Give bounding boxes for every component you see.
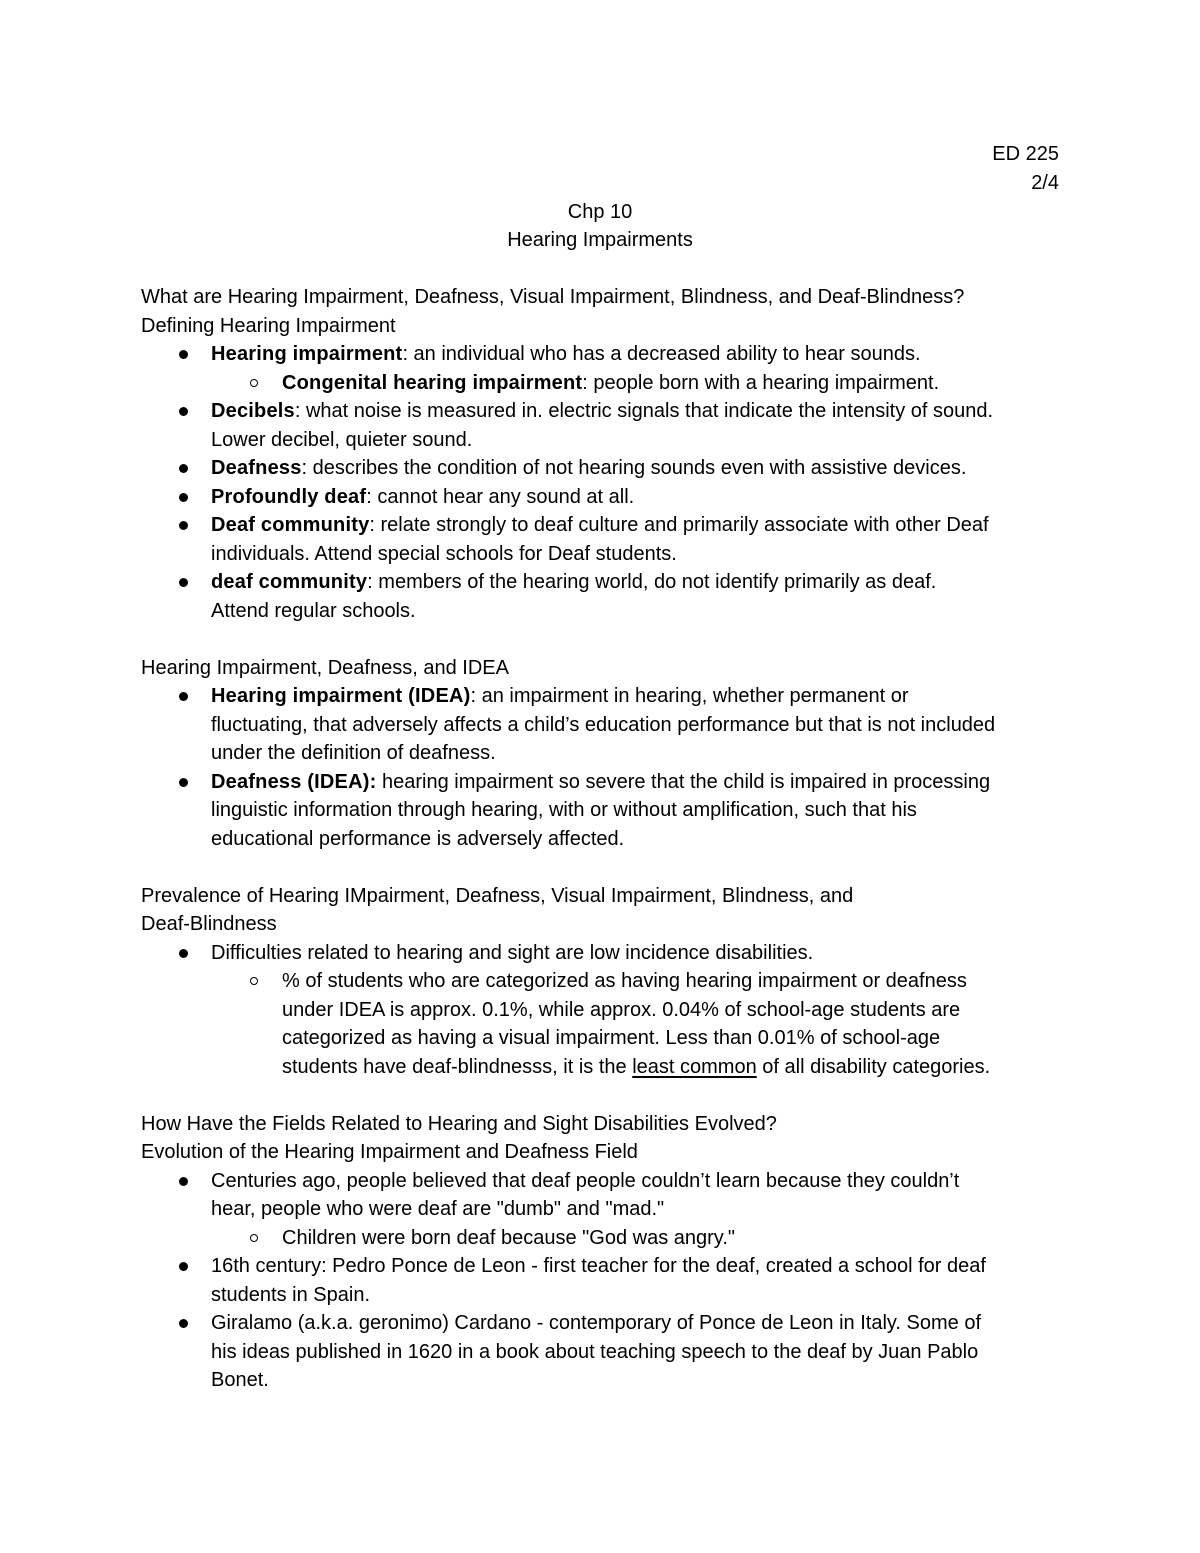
list-item-continuation: Attend regular schools. [211,600,416,622]
list-item [211,483,634,512]
section-subheading: Defining Hearing Impairment [141,315,396,337]
list-item-continuation: Bonet. [211,1369,269,1391]
term: Deafness (IDEA): [211,771,377,793]
list-item-continuation: linguistic information through hearing, with or without amplification, such that his [211,799,917,821]
bullet-icon [179,493,188,502]
list-item [211,340,921,369]
bullet-icon [179,464,188,473]
definition: : cannot hear any sound at all. [366,486,635,508]
course-code: ED 225 [992,143,1059,165]
section-subheading: Evolution of the Hearing Impairment and Deafness Field [141,1141,638,1163]
term: Hearing impairment [211,343,403,365]
definition: : relate strongly to deaf culture and primarily associate with other Deaf [369,514,989,536]
list-item [211,568,936,597]
section-heading: How Have the Fields Related to Hearing and Sight Disabilities Evolved? [141,1113,777,1135]
list-item [211,511,989,540]
bullet-icon [179,350,188,359]
bullet-icon [179,521,188,530]
term: Decibels [211,400,295,422]
list-item-continuation: educational performance is adversely affected. [211,828,625,850]
list-item [211,682,909,711]
section-heading-continuation: Deaf-Blindness [141,913,277,935]
list-item: Difficulties related to hearing and sight are low incidence disabilities. [211,942,814,964]
bullet-icon [179,692,188,701]
list-item-continuation: individuals. Attend special schools for Deaf students. [211,543,677,565]
sub-list-item-continuation: under IDEA is approx. 0.1%, while approx. 0.04% of school-age students are [282,999,961,1021]
hollow-bullet-icon [250,379,258,387]
definition: : members of the hearing world, do not identify primarily as deaf. [367,571,937,593]
list-item-continuation: under the definition of deafness. [211,742,496,764]
list-item [211,454,966,483]
term: Deaf community [211,514,370,536]
list-item [211,768,990,797]
list-item [211,397,993,426]
sub-list-item-continuation [282,1053,990,1082]
chapter-label: Chp 10 [567,201,633,223]
bullet-icon [179,407,188,416]
text: of all disability categories. [756,1056,991,1078]
definition: : an individual who has a decreased ability to hear sounds. [402,343,921,365]
hollow-bullet-icon [250,1234,258,1242]
list-item-continuation: Lower decibel, quieter sound. [211,429,473,451]
list-item-continuation: fluctuating, that adversely affects a child’s education performance but that is not included [211,714,996,736]
list-item-continuation: his ideas published in 1620 in a book about teaching speech to the deaf by Juan Pablo [211,1341,979,1363]
page-date: 2/4 [1031,172,1059,194]
section-heading: What are Hearing Impairment, Deafness, Visual Impairment, Blindness, and Deaf-Blindness? [141,286,965,308]
definition: : an impairment in hearing, whether permanent or [470,685,909,707]
term: Congenital hearing impairment [282,372,583,394]
sub-list-item [282,369,939,398]
list-item: 16th century: Pedro Ponce de Leon - first teacher for the deaf, created a school for deaf [211,1255,986,1277]
definition: : describes the condition of not hearing sounds even with assistive devices. [301,457,967,479]
sub-list-item-continuation: categorized as having a visual impairment. Less than 0.01% of school-age [282,1027,941,1049]
bullet-icon [179,1177,188,1186]
hollow-bullet-icon [250,977,258,985]
bullet-icon [179,578,188,587]
sub-list-item: Children were born deaf because "God was angry." [282,1227,735,1249]
section-heading: Prevalence of Hearing IMpairment, Deafness, Visual Impairment, Blindness, and [141,885,854,907]
sub-list-item: % of students who are categorized as having hearing impairment or deafness [282,970,967,992]
list-item-continuation: students in Spain. [211,1284,370,1306]
bullet-icon [179,778,188,787]
list-item: Giralamo (a.k.a. geronimo) Cardano - contemporary of Ponce de Leon in Italy. Some of [211,1312,982,1334]
underlined-text: least common [632,1056,757,1078]
definition: hearing impairment so severe that the child is impaired in processing [376,771,991,793]
term: Deafness [211,457,302,479]
document-title: Hearing Impairments [507,229,693,251]
list-item: Centuries ago, people believed that deaf people couldn’t learn because they couldn’t [211,1170,960,1192]
term: deaf community [211,571,368,593]
term: Profoundly deaf [211,486,367,508]
definition: : people born with a hearing impairment. [582,372,940,394]
bullet-icon [179,1262,188,1271]
bullet-icon [179,1319,188,1328]
section-heading: Hearing Impairment, Deafness, and IDEA [141,657,509,679]
term: Hearing impairment (IDEA) [211,685,471,707]
definition: : what noise is measured in. electric signals that indicate the intensity of sound. [294,400,994,422]
list-item-continuation: hear, people who were deaf are "dumb" and "mad." [211,1198,665,1220]
bullet-icon [179,949,188,958]
text: students have deaf-blindnesss, it is the [282,1056,633,1078]
